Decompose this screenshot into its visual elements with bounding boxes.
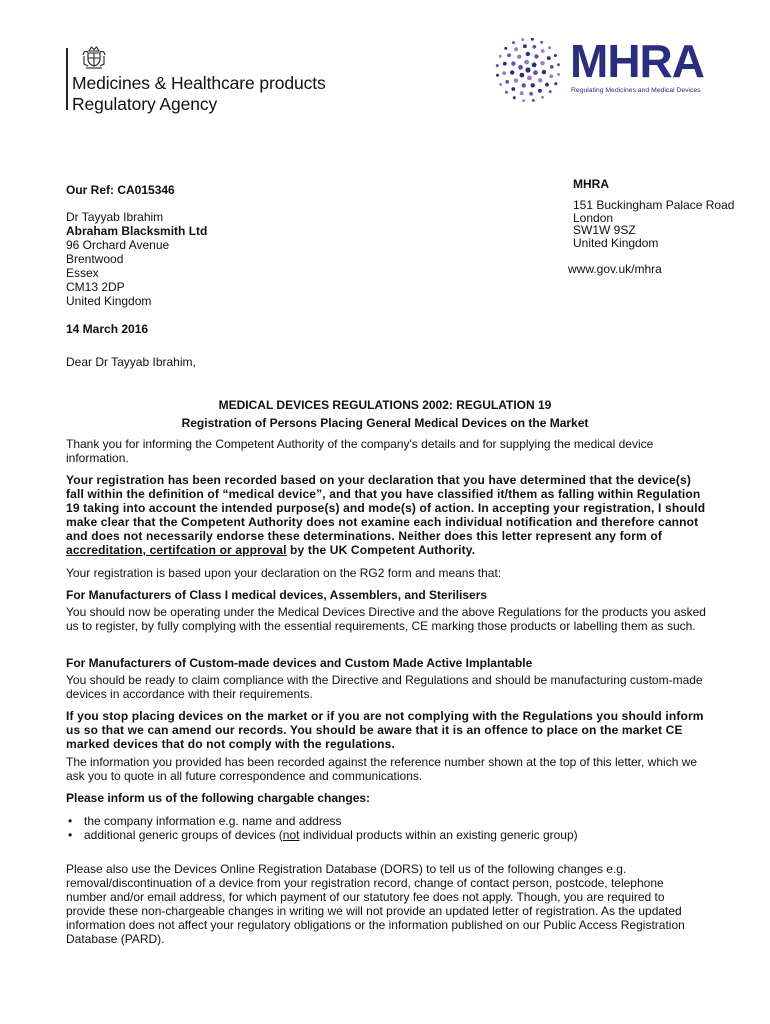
- sender-address-line: 151 Buckingham Palace Road: [573, 198, 735, 212]
- mhra-dot: [540, 41, 543, 44]
- mhra-dot: [524, 60, 529, 65]
- bullet-underlined: not: [282, 828, 300, 842]
- recipient-name: Dr Tayyab Ibrahim: [66, 210, 164, 224]
- heading-class-i: For Manufacturers of Class I medical devices, Assemblers, and Sterilisers: [66, 588, 488, 602]
- recipient-address-line: Essex: [66, 266, 99, 280]
- declaration-underlined: accreditation, certifcation or approval: [66, 543, 287, 557]
- list-item: [66, 828, 578, 842]
- mhra-dot: [549, 90, 552, 93]
- recipient-address-line: United Kingdom: [66, 294, 152, 308]
- paragraph-thanks: Thank you for informing the Competent Authority of the company's details and for supplying the medical device information.: [66, 437, 654, 465]
- recipient-address-line: Brentwood: [66, 252, 124, 266]
- sender-address-line: United Kingdom: [573, 236, 659, 250]
- mhra-dot: [499, 55, 502, 58]
- mhra-dot: [548, 46, 551, 49]
- mhra-dot: [522, 99, 525, 102]
- mhra-dot: [550, 65, 554, 69]
- mhra-dot: [507, 53, 511, 57]
- letter-date: 14 March 2016: [66, 322, 149, 336]
- bullet-text: additional generic groups of devices (: [84, 828, 283, 842]
- declaration-text: Your registration has been recorded based on your declaration that you have determined that the device(s) fall within the definition of “medical device”, and that you have classified it/them as falling within Regulation 19 taking into account the intended purpose(s) and mode(s) of action. In accepting your registration, I should make clear that the Competent Authority does not examine each individual notification and therefore cannot and does not necessarily endorse these determinations. Neither does this letter represent any form of: [66, 473, 706, 543]
- mhra-dot: [532, 99, 535, 102]
- mhra-dot: [533, 70, 538, 75]
- mhra-dot: [526, 52, 530, 56]
- letter-subtitle: Registration of Persons Placing General Medical Devices on the Market: [181, 416, 589, 430]
- mhra-dot: [541, 49, 545, 53]
- mhra-dots-icon: [494, 38, 564, 102]
- sender-website: www.gov.uk/mhra: [568, 262, 662, 276]
- mhra-dot: [547, 56, 551, 60]
- mhra-dot: [525, 67, 530, 72]
- declaration-end: by the UK Competent Authority.: [286, 543, 476, 557]
- list-item: [66, 814, 578, 828]
- sender-name: MHRA: [573, 177, 609, 191]
- agency-name-line1: Medicines & Healthcare products: [72, 73, 326, 93]
- mhra-dot: [505, 91, 508, 94]
- paragraph-rg2: Your registration is based upon your declaration on the RG2 form and means that:: [66, 566, 502, 580]
- bullet-text: the company information e.g. name and address: [84, 814, 342, 828]
- mhra-tagline: Regulating Medicines and Medical Devices: [571, 87, 701, 94]
- mhra-dot: [514, 78, 518, 82]
- royal-crest-icon: [80, 42, 108, 70]
- heading-chargeable-changes: Please inform us of the following chargable changes:: [66, 791, 371, 805]
- mhra-dot: [496, 74, 499, 77]
- mhra-dot: [545, 83, 549, 87]
- heading-custom-made: For Manufacturers of Custom-made devices and Custom Made Active Implantable: [66, 656, 533, 670]
- mhra-dot: [538, 78, 542, 82]
- mhra-dot: [549, 74, 553, 78]
- salutation: Dear Dr Tayyab Ibrahim,: [66, 355, 196, 369]
- mhra-dot: [529, 92, 533, 96]
- mhra-dot: [532, 63, 537, 68]
- mhra-dot: [541, 96, 544, 99]
- mhra-dot: [557, 63, 560, 66]
- bullet-text-end: individual products within an existing generic group): [299, 828, 578, 842]
- agency-logo: [66, 42, 366, 114]
- agency-name-line2: Regulatory Agency: [72, 94, 218, 114]
- our-reference: Our Ref: CA015346: [66, 183, 175, 197]
- mhra-dot: [554, 54, 557, 57]
- paragraph-dors: Please also use the Devices Online Registration Database (DORS) to tell us of the following changes e.g. removal/discontinuation of a device from your registration record, change of contact person, postcode, telephone number and/or email address, for which payment of our statutory fee does not apply. Though, you are required to provide these non-chargeable changes in writing we will not provide an updated letter of registration. As the updated information does not affect your regulatory obligations or the information published on our Public Access Registration Database (PARD).: [66, 862, 685, 946]
- mhra-dot: [520, 73, 525, 78]
- mhra-wordmark: MHRA: [570, 35, 704, 87]
- mhra-dot: [521, 38, 524, 41]
- recipient-address-line: CM13 2DP: [66, 280, 125, 294]
- mhra-dot: [527, 76, 532, 81]
- mhra-dot: [540, 61, 544, 65]
- mhra-dot: [511, 61, 515, 65]
- mhra-dot: [505, 80, 509, 84]
- sender-address-line: SW1W 9SZ: [573, 223, 636, 237]
- letter-title: MEDICAL DEVICES REGULATIONS 2002: REGULATION 19: [218, 398, 552, 412]
- mhra-logo: [494, 35, 724, 102]
- mhra-dot: [532, 45, 536, 49]
- mhra-dot: [531, 83, 535, 87]
- paragraph-class-i: You should now be operating under the Medical Devices Directive and the above Regulations for the products you asked us to register, by fully complying with the essential requirements, CE marking those products or labelling them as such.: [66, 605, 706, 633]
- mhra-dot: [542, 70, 546, 74]
- paragraph-declaration: [66, 473, 706, 557]
- mhra-dot: [538, 89, 542, 93]
- sender-address-line: London: [573, 211, 614, 225]
- paragraph-stop-placing: If you stop placing devices on the market or if you are not complying with the Regulations you should inform us so that we can amend our records. You should be aware that it is an offence to place on the market CE marked devices that do not comply with the regulations.: [66, 709, 704, 751]
- mhra-dot: [513, 96, 516, 99]
- mhra-dot: [503, 62, 507, 66]
- mhra-dot: [496, 64, 499, 67]
- mhra-dot: [514, 47, 518, 51]
- logo-divider: [66, 48, 68, 110]
- mhra-dot: [512, 41, 515, 44]
- mhra-dot: [523, 44, 527, 48]
- mhra-dot: [517, 55, 521, 59]
- mhra-dot: [499, 83, 502, 86]
- paragraph-custom-made: You should be ready to claim compliance with the Directive and Regulations and should be manufacturing custom-made devices in accordance with their requirements.: [66, 673, 703, 701]
- mhra-dot: [518, 65, 523, 70]
- mhra-dot: [502, 71, 506, 75]
- chargeable-changes-list: [66, 814, 578, 842]
- paragraph-reference-info: The information you provided has been recorded against the reference number shown at the top of this letter, which we ask you to quote in all future correspondence and communications.: [66, 755, 698, 783]
- mhra-dot: [554, 82, 557, 85]
- mhra-dot: [557, 73, 560, 76]
- mhra-dot: [531, 38, 534, 41]
- mhra-dot: [520, 91, 524, 95]
- mhra-dot: [522, 83, 526, 87]
- mhra-dot: [534, 54, 538, 58]
- recipient-company: Abraham Blacksmith Ltd: [66, 224, 208, 238]
- mhra-dot: [504, 47, 507, 50]
- mhra-dot: [511, 87, 515, 91]
- mhra-dot: [510, 70, 514, 74]
- recipient-address-line: 96 Orchard Avenue: [66, 238, 170, 252]
